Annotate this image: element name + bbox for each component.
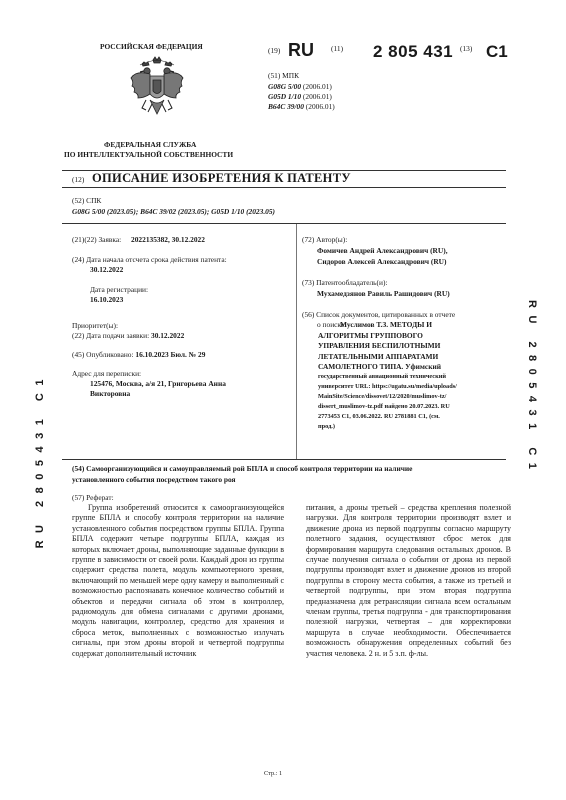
ipc-code: B64C 39/00 [268,102,304,112]
registration-label: Дата регистрации: [90,285,149,294]
abstract-left-column: Группа изобретений относится к самоорганизующейся группе БПЛА и способу контроля территории на наличие установленного события посредством группы БПЛА. Группа БПЛА содержит четыре подгруппы БПЛА, каждая из которых включает дроны, выполняющие заданные функции в группе в зависимости от своей роли. Каждый дрон из группы содержит средства полета, модуль компьютерного зрения, включающий по меньшей мере одну камеру и выполненный с возможностью распознавать конечное количество событий и объектов и передачи сигнала об этом в контроллер, радиомодуль для обмена сигналами с другими дронами, модуль навигации, контроллер, средство для хранения и сброса меток, выполненных с возможностью излучать сигналы, при этом дроны второй и четвертой подгруппы содержат дополнительный источник [72,503,284,658]
field-24-label: (24) Дата начала отсчета срока действия патента: [72,255,227,264]
address-label: Адрес для переписки: [72,369,142,378]
citation-line: университет URL: https://ugatu.su/media/uploads/ [318,383,457,390]
document-title: ОПИСАНИЕ ИЗОБРЕТЕНИЯ К ПАТЕНТУ [92,171,351,185]
service-line-1: ФЕДЕРАЛЬНАЯ СЛУЖБА [104,140,197,149]
column-divider [296,224,297,459]
field-73-label: (73) Патентообладатель(и): [302,278,388,287]
divider [62,223,506,224]
ipc-version: (2006.01) [302,82,332,91]
ipc-version: (2006.01) [302,92,332,102]
application-value: 2022135382, 30.12.2022 [131,235,205,244]
abstract-label: (57) Реферат: [72,493,114,502]
divider [62,187,506,188]
ipc-list [268,82,335,113]
citation-line: прод.) [318,423,335,430]
code-11: (11) [331,44,344,53]
abstract-right-column: питания, а дроны третьей – средства крепления полезной нагрузки. Для контроля территории производят взлет и движение дрона из первой подгруппы согласно маршруту полетного задания, осуществляют сброс меток для формирования маршрута следования остальных дронов. В случае получения сигнала о событии от дрона из первой подгруппы производят взлет и движение дронов из второй подгруппы в сторону места события, а также из третьей и четвертой подгруппы, при этом вторая подгруппа предназначена для ретрансляции сигнала всем остальным членам группы, третья подгруппа - для транспортирования полезной нагрузки, четвертая – для корректировки маршрута в случае необходимости. Обеспечивается возможность обнаружения определенных событий без участия человека. 2 н. и 5 з.п. ф-лы. [306,503,511,658]
field-24-value: 30.12.2022 [90,265,124,274]
field-56-label: (56) Список документов, цитированных в отчете [302,310,456,319]
address-line-2: Викторовна [90,389,131,398]
side-patent-number-left: RU 2805431 C1 [34,372,46,549]
invention-title-line-2: установленного события посредством такого роя [72,475,236,484]
citation-line: 2773453 C1, 03.06.2022. RU 2781881 C1, (см. [318,413,440,420]
field-22-label: (22) Дата подачи заявки: [72,331,150,340]
application-label: (21)(22) Заявка: [72,235,122,244]
priority-label: Приоритет(ы): [72,321,119,330]
ipc-code: G05D 1/10 [268,92,302,102]
registration-value: 16.10.2023 [90,295,124,304]
country-name: РОССИЙСКАЯ ФЕДЕРАЦИЯ [100,42,203,51]
invention-title-line-1: (54) Самоорганизующийся и самоуправляемый рой БПЛА и способ контроля территории на наличие [72,464,413,473]
ipc-version: (2006.01) [305,102,335,112]
patent-number: 2 805 431 [373,42,454,61]
author-1: Фомичев Андрей Александрович (RU), [317,246,448,255]
author-2: Сидоров Алексей Александрович (RU) [317,257,447,266]
coat-of-arms-emblem [128,56,186,128]
code-12: (12) [72,175,85,184]
field-22-value: 30.12.2022 [151,331,185,340]
ipc-code: G08G 5/00 [268,82,302,91]
field-45-value: 16.10.2023 Бюл. № 29 [135,350,206,359]
divider [62,459,506,460]
code-13: (13) [460,44,473,53]
field-72-label: (72) Автор(ы): [302,235,348,244]
citation-line: MainSite/Science/dissovet/12/2020/muslimov-tz/ [318,393,447,400]
address-line-1: 125476, Москва, а/я 21, Григорьева Анна [90,379,226,388]
citation-line: Муслимов Т.З. МЕТОДЫ И [340,320,433,329]
citation-line: ЛЕТАТЕЛЬНЫМИ АППАРАТАМИ [318,351,439,361]
ipc-label: (51) МПК [268,71,299,80]
field-45-label: (45) Опубликовано: [72,350,134,359]
page-number: Стр.: 1 [264,770,283,777]
service-line-2: ПО ИНТЕЛЛЕКТУАЛЬНОЙ СОБСТВЕННОСТИ [64,150,234,159]
citation-line: УПРАВЛЕНИЯ БЕСПИЛОТНЫМИ [318,341,441,350]
citation-line: государственный авиационный технический [318,373,446,380]
citation-line: АЛГОРИТМЫ ГРУППОВОГО [318,330,423,340]
country-code: RU [288,40,314,60]
citation-line: САМОЛЕТНОГО ТИПА. Уфимский [318,362,441,371]
code-19: (19) [268,46,281,55]
cpc-value: G08G 5/00 (2023.05); B64C 39/02 (2023.05); G05D 1/10 (2023.05) [72,207,276,216]
side-patent-number-right: RU 2805431 C1 [526,300,538,477]
citation-line: dissert_muslimov-tz.pdf найдено 20.07.2023. RU [318,403,450,410]
cpc-label: (52) СПК [72,196,102,205]
kind-code: C1 [486,42,508,61]
patent-owner: Мухамедзянов Равиль Рашидович (RU) [317,289,450,298]
field-56-label-2: о поиске: [317,320,347,329]
